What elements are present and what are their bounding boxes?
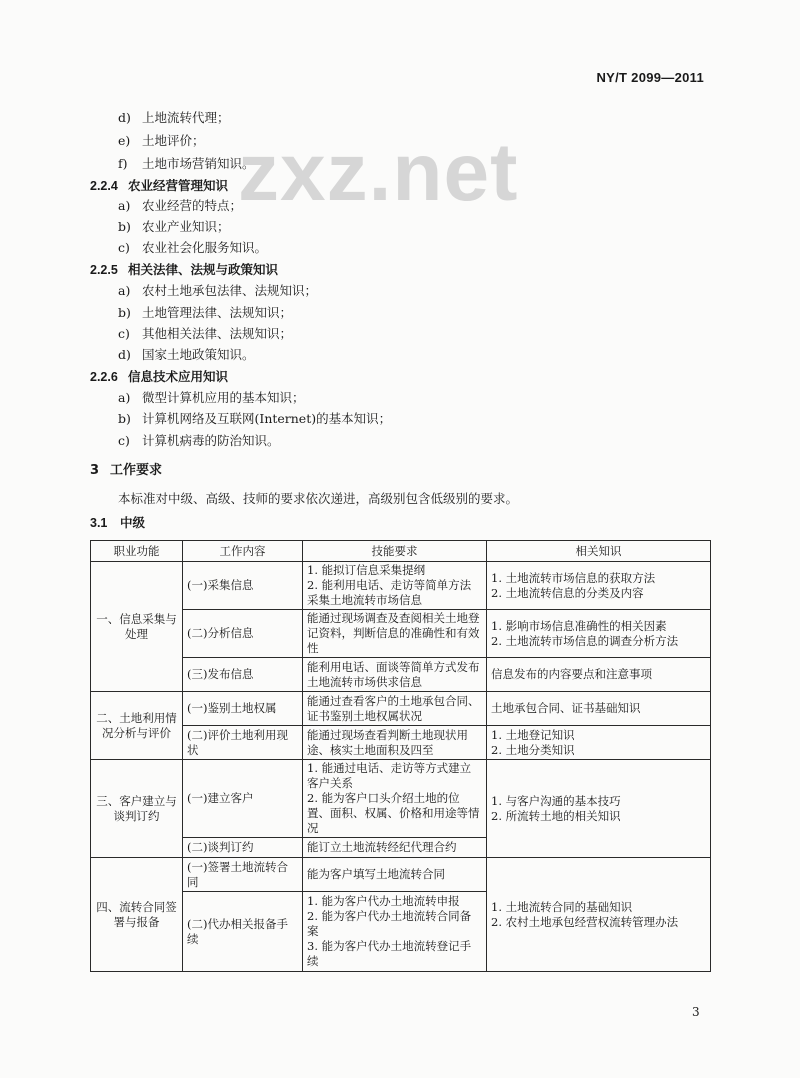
- page-number: 3: [692, 1005, 700, 1019]
- table-row: [91, 610, 711, 658]
- function-cell: 三、客户建立与谈判订约: [91, 760, 183, 858]
- table-row: [91, 858, 711, 892]
- list-item: f) 土地市场营销知识。: [118, 156, 255, 171]
- table-row: [91, 692, 711, 726]
- content-cell: (三)发布信息: [183, 658, 303, 692]
- list-item: d) 上地流转代理；: [118, 110, 230, 125]
- skill-cell: 能通过现场查看判断土地现状用途、核实土地面积及四至: [303, 726, 487, 760]
- skill-cell: 能通过现场调查及查阅相关土地登记资料，判断信息的准确性和有效性: [303, 610, 487, 658]
- skill-cell: 能通过查看客户的土地承包合同、证书鉴别土地权属状况: [303, 692, 487, 726]
- skill-cell: 1. 能为客户代办土地流转申报 2. 能为客户代办土地流转合同备案 3. 能为客户代办土地流转登记手续: [303, 892, 487, 972]
- skill-cell: 1. 能通过电话、走访等方式建立客户关系 2. 能为客户口头介绍土地的位置、面积、权属、价格和用途等情况: [303, 760, 487, 838]
- content-cell: (一)采集信息: [183, 562, 303, 610]
- skill-cell: 能利用电话、面谈等简单方式发布土地流转市场供求信息: [303, 658, 487, 692]
- list-item: e) 土地评价；: [118, 133, 205, 148]
- list-item: c) 其他相关法律、法规知识；: [118, 326, 293, 341]
- content-cell: (一)签署土地流转合同: [183, 858, 303, 892]
- function-cell: 一、信息采集与处理: [91, 562, 183, 692]
- content-cell: (一)鉴别土地权属: [183, 692, 303, 726]
- list-item: a) 农业经营的特点；: [118, 198, 243, 213]
- chapter-intro: 本标准对中级、高级、技师的要求依次递进，高级别包含低级别的要求。: [118, 491, 519, 506]
- knowledge-cell: 土地承包合同、证书基础知识: [487, 692, 711, 726]
- knowledge-cell: 1. 土地流转合同的基础知识 2. 农村土地承包经营权流转管理办法: [487, 858, 711, 972]
- list-item: d) 国家土地政策知识。: [118, 347, 255, 362]
- list-item: a) 微型计算机应用的基本知识；: [118, 390, 305, 405]
- function-cell: 四、流转合同签署与报备: [91, 858, 183, 972]
- list-item: b) 计算机网络及互联网(Internet)的基本知识；: [118, 411, 392, 426]
- table-row: [91, 562, 711, 610]
- knowledge-cell: 1. 影响市场信息准确性的相关因素 2. 土地流转市场信息的调查分析方法: [487, 610, 711, 658]
- standard-code: NY/T 2099—2011: [596, 70, 704, 85]
- section-heading: 2.2.5 相关法律、法规与政策知识: [90, 262, 279, 277]
- chapter-heading: 3 工作要求: [90, 463, 163, 478]
- table-row: [91, 658, 711, 692]
- header-function: 职业功能: [91, 541, 183, 562]
- header-skill: 技能要求: [303, 541, 487, 562]
- list-item: b) 土地管理法律、法规知识；: [118, 305, 293, 320]
- content-cell: (二)评价土地利用现状: [183, 726, 303, 760]
- section-heading: 2.2.6 信息技术应用知识: [90, 369, 229, 384]
- table-header-row: [91, 541, 711, 562]
- content-cell: (二)代办相关报备手续: [183, 892, 303, 972]
- table-row: [91, 760, 711, 838]
- list-item: a) 农村土地承包法律、法规知识；: [118, 283, 318, 298]
- requirements-table: [90, 540, 711, 972]
- skill-cell: 能为客户填写土地流转合同: [303, 858, 487, 892]
- subsection-heading: 3.1 中级: [90, 515, 146, 530]
- header-content: 工作内容: [183, 541, 303, 562]
- table-row: [91, 726, 711, 760]
- skill-cell: 1. 能拟订信息采集提纲 2. 能利用电话、走访等简单方法采集土地流转市场信息: [303, 562, 487, 610]
- content-cell: (一)建立客户: [183, 760, 303, 838]
- section-heading: 2.2.4 农业经营管理知识: [90, 178, 229, 193]
- knowledge-cell: 1. 与客户沟通的基本技巧 2. 所流转土地的相关知识: [487, 760, 711, 858]
- knowledge-cell: 1. 土地登记知识 2. 土地分类知识: [487, 726, 711, 760]
- watermark-text: zxz.net: [238, 127, 519, 218]
- list-item: c) 农业社会化服务知识。: [118, 240, 268, 255]
- content-cell: (二)谈判订约: [183, 838, 303, 858]
- function-cell: 二、土地利用情况分析与评价: [91, 692, 183, 760]
- knowledge-cell: 1. 土地流转市场信息的获取方法 2. 土地流转信息的分类及内容: [487, 562, 711, 610]
- list-item: c) 计算机病毒的防治知识。: [118, 433, 280, 448]
- content-cell: (二)分析信息: [183, 610, 303, 658]
- skill-cell: 能订立土地流转经纪代理合约: [303, 838, 487, 858]
- list-item: b) 农业产业知识；: [118, 219, 230, 234]
- knowledge-cell: 信息发布的内容要点和注意事项: [487, 658, 711, 692]
- header-knowledge: 相关知识: [487, 541, 711, 562]
